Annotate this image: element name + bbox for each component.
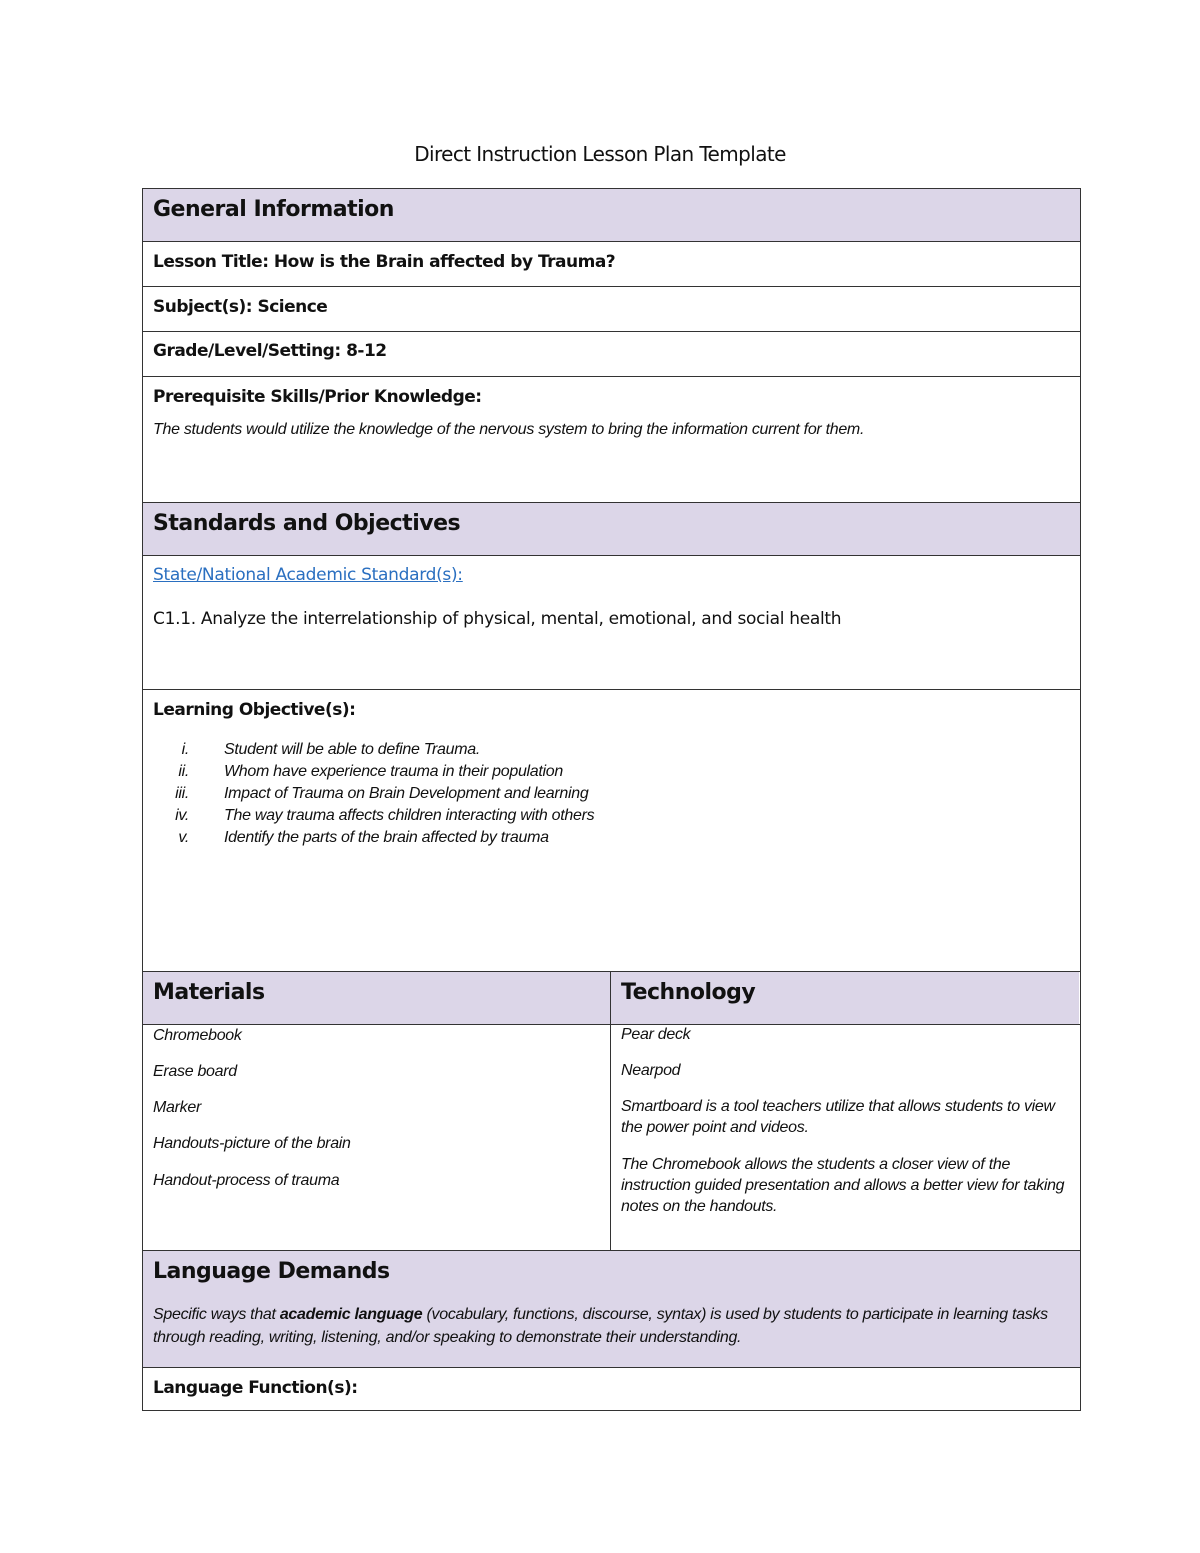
learning-objectives-row — [142, 689, 1081, 971]
subjects: Subject(s): Science — [153, 297, 328, 317]
technology-item: Smartboard is a tool teachers utilize that allows students to view the power point and videos. — [621, 1098, 1055, 1136]
section-heading: Standards and Objectives — [153, 511, 461, 536]
lesson-plan-table — [142, 188, 1081, 1411]
description-text: Specific ways that — [153, 1306, 280, 1323]
objective-text: The way trauma affects children interacting with others — [224, 807, 595, 824]
technology-item: Pear deck — [621, 1026, 691, 1043]
prerequisite-text: The students would utilize the knowledge of the nervous system to bring the information current for them. — [153, 421, 865, 438]
material-item: Chromebook — [153, 1027, 242, 1044]
prerequisite-label: Prerequisite Skills/Prior Knowledge: — [153, 387, 482, 407]
technology-item: Nearpod — [621, 1062, 681, 1079]
objective-number: iii. — [175, 785, 189, 802]
objective-number: iv. — [175, 807, 189, 824]
language-function-row — [142, 1367, 1081, 1411]
material-item: Handouts-picture of the brain — [153, 1135, 351, 1152]
section-heading: General Information — [153, 197, 394, 222]
objective-text: Identify the parts of the brain affected by trauma — [224, 829, 549, 846]
technology-list — [611, 1025, 1079, 1250]
material-item: Marker — [153, 1099, 201, 1116]
materials-technology-row — [142, 1024, 1081, 1250]
language-demands-section — [142, 1250, 1081, 1367]
materials-technology-header — [142, 971, 1081, 1024]
standard-text: C1.1. Analyze the interrelationship of physical, mental, emotional, and social health — [153, 609, 842, 629]
technology-item: The Chromebook allows the students a closer view of the instruction guided presentation and allows a better view for taking notes on the handouts. — [621, 1156, 1065, 1215]
section-heading: Technology — [621, 980, 756, 1005]
materials-list — [143, 1025, 611, 1250]
lesson-title-row — [142, 241, 1081, 286]
grade-level-setting: Grade/Level/Setting: 8-12 — [153, 341, 387, 361]
section-heading: Language Demands — [153, 1259, 390, 1284]
materials-header — [143, 972, 611, 1024]
objective-number: ii. — [178, 763, 189, 780]
objective-number: v. — [178, 829, 189, 846]
standards-row — [142, 555, 1081, 689]
document-title: Direct Instruction Lesson Plan Template — [414, 142, 786, 166]
standards-link[interactable]: State/National Academic Standard(s): — [153, 565, 463, 585]
objective-text: Whom have experience trauma in their population — [224, 763, 563, 780]
general-information-header — [142, 188, 1081, 241]
grade-row — [142, 331, 1081, 376]
technology-header — [611, 972, 1079, 1024]
language-function-label: Language Function(s): — [153, 1378, 358, 1398]
objective-text: Impact of Trauma on Brain Development and learning — [224, 785, 589, 802]
prerequisite-row — [142, 376, 1081, 502]
objective-number: i. — [181, 741, 189, 758]
language-demands-description — [153, 1303, 1063, 1349]
objective-text: Student will be able to define Trauma. — [224, 741, 481, 758]
material-item: Erase board — [153, 1063, 237, 1080]
academic-language-term: academic language — [279, 1306, 423, 1323]
section-heading: Materials — [153, 980, 265, 1005]
standards-objectives-header — [142, 502, 1081, 555]
lesson-title: Lesson Title: How is the Brain affected by Trauma? — [153, 252, 616, 272]
subjects-row — [142, 286, 1081, 331]
description-text: (vocabulary, functions, discourse, syntax) is used by students to participate in learning tasks through reading, writing, listening, and/or speaking to demonstrate their understanding. — [153, 1306, 1048, 1346]
material-item: Handout-process of trauma — [153, 1172, 340, 1189]
learning-objectives-label: Learning Objective(s): — [153, 700, 356, 720]
